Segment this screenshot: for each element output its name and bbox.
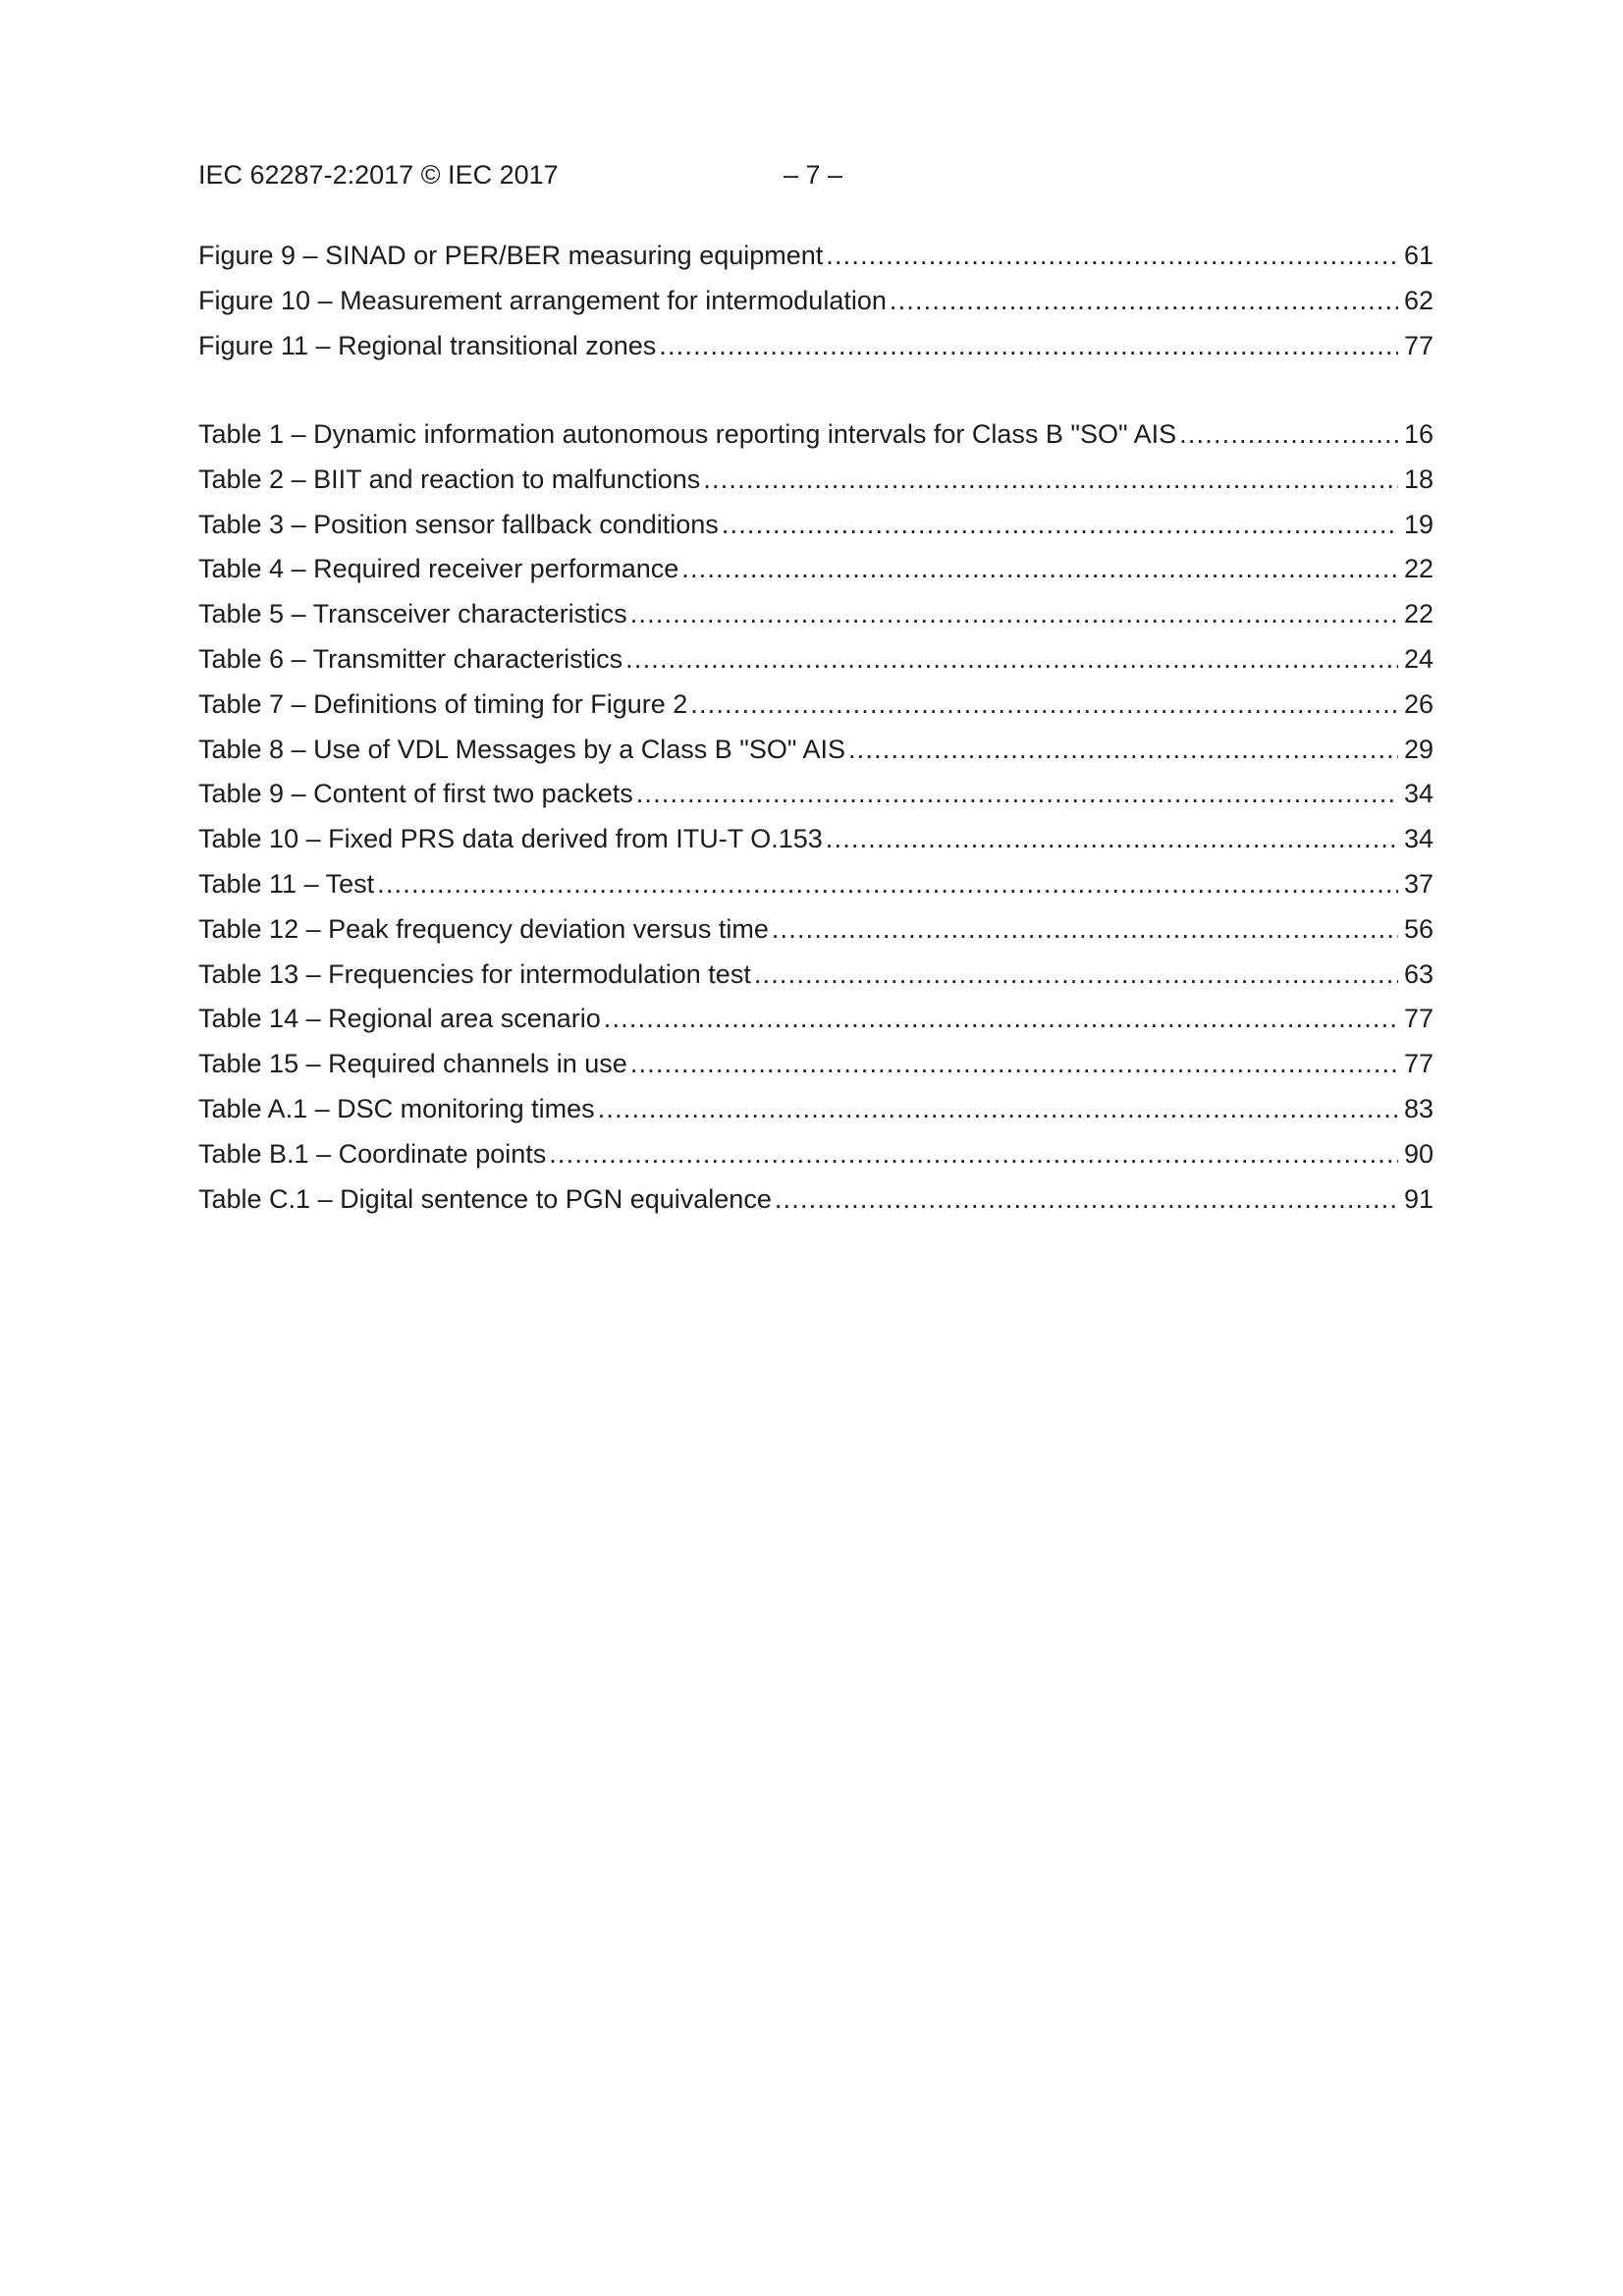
- toc-entry-page: 56: [1403, 913, 1434, 944]
- toc-table-entry: [198, 547, 1434, 592]
- dot-leader: [598, 1087, 1398, 1132]
- toc-entry-label: Figure 10 – Measurement arrangement for intermodulation: [198, 285, 887, 315]
- toc-entry-page: 22: [1403, 554, 1434, 584]
- dot-leader: [636, 772, 1398, 817]
- toc-table-entry: [198, 683, 1434, 728]
- page-header: [198, 157, 1434, 192]
- toc-table-entry: [198, 637, 1434, 683]
- dot-leader: [604, 997, 1398, 1042]
- toc-table-entry: [198, 1087, 1434, 1132]
- toc-entry-page: 16: [1403, 419, 1434, 449]
- toc-entry-page: 91: [1403, 1183, 1434, 1214]
- toc-table-entry: [198, 1177, 1434, 1223]
- toc-table-entry: [198, 728, 1434, 773]
- toc-entry-page: 18: [1403, 464, 1434, 494]
- dot-leader: [722, 503, 1398, 548]
- list-of-tables: [198, 412, 1434, 1222]
- dot-leader: [754, 953, 1398, 998]
- toc-entry-page: 62: [1403, 285, 1434, 315]
- toc-entry-label: Figure 9 – SINAD or PER/BER measuring equipment: [198, 241, 824, 270]
- dot-leader: [703, 458, 1398, 503]
- toc-entry-page: 90: [1403, 1138, 1434, 1169]
- toc-entry-page: 83: [1403, 1093, 1434, 1123]
- dot-leader: [659, 324, 1398, 369]
- dot-leader: [549, 1132, 1398, 1177]
- dot-leader: [681, 547, 1398, 592]
- toc-entry-page: 77: [1403, 1004, 1434, 1034]
- toc-table-entry: [198, 997, 1434, 1042]
- standard-identifier: IEC 62287-2:2017 © IEC 2017: [198, 160, 559, 190]
- dot-leader: [775, 1177, 1398, 1223]
- toc-entry-label: Table A.1 – DSC monitoring times: [198, 1093, 595, 1123]
- toc-table-entry: [198, 772, 1434, 817]
- toc-entry-page: 29: [1403, 734, 1434, 764]
- toc-entry-page: 61: [1403, 241, 1434, 270]
- toc-entry-label: Table 12 – Peak frequency deviation versus time: [198, 913, 769, 944]
- toc-table-entry: [198, 503, 1434, 548]
- page-number: – 7 –: [784, 160, 843, 190]
- toc-entry-label: Table 4 – Required receiver performance: [198, 554, 679, 584]
- dot-leader: [1179, 412, 1398, 458]
- dot-leader: [772, 907, 1398, 953]
- toc-entry-label: Table B.1 – Coordinate points: [198, 1138, 547, 1169]
- toc-entry-page: 24: [1403, 643, 1434, 674]
- dot-leader: [848, 728, 1398, 773]
- toc-table-entry: [198, 953, 1434, 998]
- toc-entry-label: Table 2 – BIIT and reaction to malfunctions: [198, 464, 701, 494]
- toc-entry-label: Table 10 – Fixed PRS data derived from ITU-T O.153: [198, 824, 823, 854]
- list-of-figures: [198, 234, 1434, 368]
- toc-entry-page: 37: [1403, 868, 1434, 899]
- toc-entry-label: Table 14 – Regional area scenario: [198, 1004, 601, 1034]
- toc-entry-label: Table 8 – Use of VDL Messages by a Class B "SO" AIS: [198, 734, 845, 764]
- toc-entry-label: Table 1 – Dynamic information autonomous reporting intervals for Class B "SO" AIS: [198, 419, 1177, 449]
- dot-leader: [630, 1042, 1398, 1087]
- toc-entry-page: 77: [1403, 330, 1434, 360]
- dot-leader: [690, 683, 1398, 728]
- dot-leader: [826, 234, 1398, 279]
- toc-entry-label: Table 15 – Required channels in use: [198, 1049, 627, 1079]
- toc-table-entry: [198, 1042, 1434, 1087]
- toc-table-entry: [198, 1132, 1434, 1177]
- toc-entry-label: Table C.1 – Digital sentence to PGN equivalence: [198, 1183, 772, 1214]
- toc-entry-page: 34: [1403, 779, 1434, 809]
- dot-leader: [377, 862, 1398, 907]
- toc-entry-label: Table 5 – Transceiver characteristics: [198, 599, 627, 629]
- toc-figure-entry: [198, 279, 1434, 324]
- toc-entry-page: 77: [1403, 1049, 1434, 1079]
- toc-entry-label: Table 7 – Definitions of timing for Figure 2: [198, 688, 688, 719]
- toc-entry-label: Figure 11 – Regional transitional zones: [198, 330, 657, 360]
- toc-entry-label: Table 3 – Position sensor fallback conditions: [198, 509, 719, 539]
- toc-entry-page: 22: [1403, 599, 1434, 629]
- toc-table-entry: [198, 862, 1434, 907]
- toc-entry-page: 34: [1403, 824, 1434, 854]
- dot-leader: [625, 637, 1398, 683]
- toc-entry-page: 19: [1403, 509, 1434, 539]
- toc-entry-page: 63: [1403, 958, 1434, 989]
- toc-table-entry: [198, 907, 1434, 953]
- toc-entry-label: Table 13 – Frequencies for intermodulation test: [198, 958, 751, 989]
- toc-table-entry: [198, 412, 1434, 458]
- toc-figure-entry: [198, 234, 1434, 279]
- toc-table-entry: [198, 458, 1434, 503]
- toc-entry-label: Table 11 – Test: [198, 868, 375, 899]
- toc-entry-page: 26: [1403, 688, 1434, 719]
- dot-leader: [630, 592, 1398, 637]
- toc-entry-label: Table 6 – Transmitter characteristics: [198, 643, 623, 674]
- toc-table-entry: [198, 592, 1434, 637]
- toc-figure-entry: [198, 324, 1434, 369]
- toc-table-entry: [198, 817, 1434, 862]
- dot-leader: [826, 817, 1398, 862]
- dot-leader: [890, 279, 1398, 324]
- toc-entry-label: Table 9 – Content of first two packets: [198, 779, 633, 809]
